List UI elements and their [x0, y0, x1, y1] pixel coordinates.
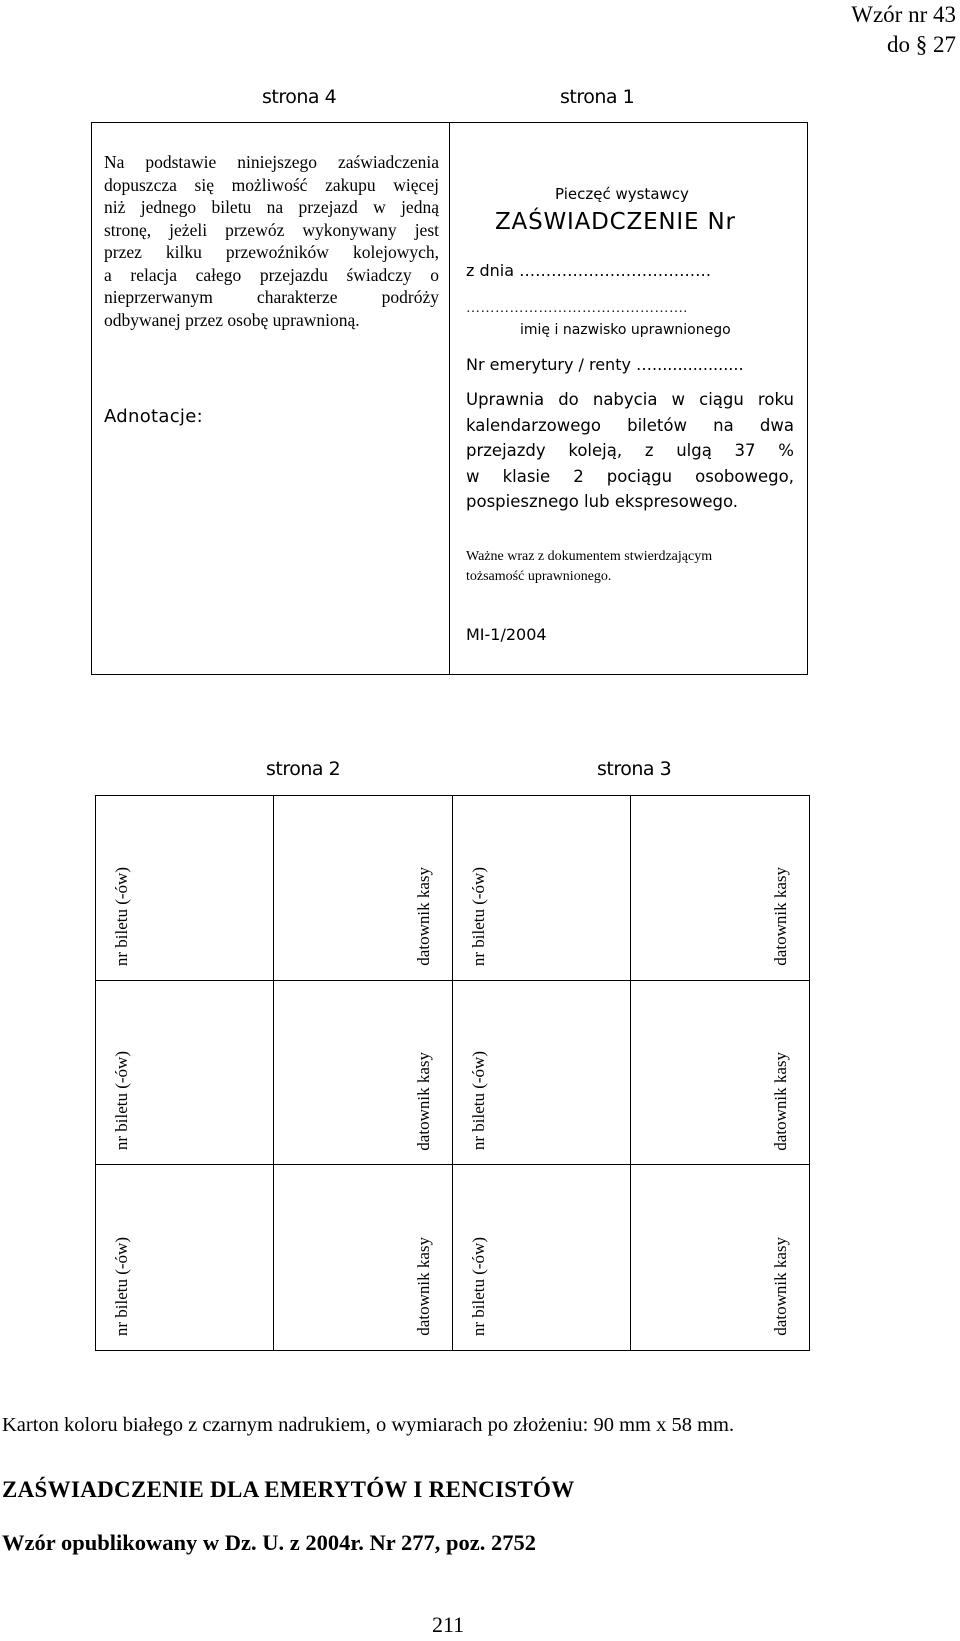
page4-paragraph-word: jednego [140, 197, 197, 217]
page4-paragraph-word: w [373, 197, 386, 217]
ticket-number-label: nr biletu (-ów) [468, 1236, 488, 1336]
page4-paragraph-word: kilku [165, 242, 202, 262]
entitlement-paragraph-word: ciągu [699, 390, 744, 409]
ticket-stamp-grid-card [95, 795, 810, 1351]
grid-cell [96, 981, 274, 1166]
page-label-strona-3: strona 3 [597, 758, 672, 780]
entitlement-paragraph-word: kalendarzowego [466, 415, 601, 435]
page4-paragraph-word: jest [414, 219, 439, 240]
page4-paragraph-word: dopuszcza [104, 174, 177, 195]
grid-cell [96, 796, 274, 981]
card-fold-divider [449, 123, 450, 674]
page-label-strona-2: strona 2 [266, 758, 341, 780]
grid-cell [453, 1165, 631, 1350]
name-field-dots: ………………………………………. [466, 301, 688, 316]
entitlement-paragraph-word: przejazdy [466, 441, 546, 460]
entitlement-paragraph-word: dwa [759, 415, 794, 435]
validity-note [466, 547, 796, 587]
cash-stamp-label: datownik kasy [771, 866, 790, 966]
page4-paragraph-line [104, 241, 439, 264]
page4-paragraph-word: całego [195, 264, 242, 285]
cash-stamp-label: datownik kasy [413, 1051, 433, 1151]
page-label-strona-1: strona 1 [560, 86, 635, 108]
page4-paragraph-word: odbywanej przez osobę uprawnioną. [104, 309, 360, 330]
page4-paragraph-word: jeżeli [169, 219, 208, 240]
issuer-stamp-label: Pieczęć wystawcy [555, 185, 689, 203]
entitlement-paragraph-word: 37 [734, 441, 756, 460]
page4-paragraph-word: wykonywany [302, 219, 397, 240]
entitlement-paragraph-word: Uprawnia [466, 390, 545, 409]
grid-cell [453, 981, 631, 1166]
page4-paragraph-word: się [194, 174, 214, 195]
page-number: 211 [432, 1612, 465, 1637]
entitlement-paragraph-word: biletów [627, 415, 687, 435]
cash-stamp-label: datownik kasy [771, 1051, 790, 1151]
publication-reference: Wzór opublikowany w Dz. U. z 2004r. Nr 277, poz. 2752 [2, 1530, 536, 1555]
page4-paragraph-word: stronę, [104, 219, 152, 240]
certificate-outer-card [91, 122, 808, 675]
grid-cell [631, 1165, 809, 1350]
page4-paragraph-word: na [266, 197, 284, 217]
page4-paragraph-word: podróży [381, 287, 439, 307]
entitlement-paragraph-word: roku [757, 390, 794, 409]
entitlement-paragraph-word: w [466, 466, 480, 486]
certificate-title: ZAŚWIADCZENIE Nr [495, 209, 736, 235]
page4-paragraph-word: więcej [393, 174, 439, 195]
entitlement-paragraph-line [466, 464, 794, 490]
entitlement-paragraph-word: w [671, 390, 686, 409]
entitlement-paragraph-line [466, 438, 794, 464]
page4-paragraph-word: przejazdu [259, 264, 328, 285]
page4-paragraph-word: niż [104, 197, 126, 217]
page4-paragraph-word: o [430, 264, 439, 285]
entitlement-paragraph-word: do [558, 390, 579, 409]
page4-paragraph-word: zakupu [325, 174, 376, 195]
entitlement-paragraph-line [466, 413, 794, 439]
name-field-caption: imię i nazwisko uprawnionego [520, 322, 731, 338]
entitlement-paragraph-word: pociągu [606, 466, 673, 486]
grid-cell [631, 981, 809, 1166]
validity-note-line2: tożsamość uprawnionego. [466, 569, 612, 584]
entitlement-paragraph-word: koleją, [568, 441, 623, 460]
grid-cell [96, 1165, 274, 1350]
ticket-number-label: nr biletu (-ów) [112, 1236, 131, 1336]
validity-note-line1: Ważne wraz z dokumentem stwierdzającym [466, 549, 713, 564]
entitlement-paragraph-word: z [644, 441, 654, 460]
page4-paragraph-word: a [104, 264, 112, 285]
grid-cell [631, 796, 809, 981]
page4-paragraph-word: przewoźników [225, 242, 329, 262]
page4-paragraph-word: nieprzerwanym [104, 287, 213, 307]
form-code: MI-1/2004 [466, 625, 547, 644]
page4-paragraph-word: charakterze [256, 287, 338, 307]
ticket-number-label: nr biletu (-ów) [112, 1051, 131, 1151]
entitlement-paragraph-line [466, 489, 794, 515]
page4-paragraph-line [104, 309, 439, 332]
page4-paragraph-word: Na [104, 152, 125, 172]
page4-paragraph-word: relacja [130, 264, 177, 285]
page-label-strona-4: strona 4 [262, 86, 337, 108]
date-field: z dnia ……………………………… [466, 261, 712, 280]
entitlement-paragraph-word: na [713, 415, 734, 435]
entitlement-paragraph-word: klasie [502, 466, 551, 486]
page4-paragraph-word: jedną [401, 197, 439, 217]
ticket-number-label: nr biletu (-ów) [468, 1051, 488, 1151]
form-paragraph-ref: do § 27 [887, 32, 956, 57]
page4-paragraph-word: przewóz [225, 219, 285, 240]
pension-number-field: Nr emerytury / renty ….................. [466, 355, 744, 374]
entitlement-paragraph-word: osobowego, [695, 466, 794, 486]
page4-paragraph-word: przejazd [298, 197, 358, 217]
page4-paragraph-line [104, 196, 439, 219]
page4-paragraph-word: kolejowych, [352, 242, 439, 262]
page4-paragraph-word: przez [104, 242, 142, 262]
annotations-label: Adnotacje: [104, 406, 203, 427]
grid-cell [453, 796, 631, 981]
ticket-stamp-grid [96, 796, 809, 1350]
entitlement-paragraph [466, 387, 794, 515]
card-description: Karton koloru białego z czarnym nadrukiem, o wymiarach po złożeniu: 90 mm x 58 mm. [2, 1414, 735, 1436]
form-number: Wzór nr 43 [851, 2, 956, 27]
page4-paragraph-line [104, 151, 439, 174]
entitlement-paragraph-word: nabycia [592, 390, 658, 409]
page4-paragraph-word: biletu [211, 197, 252, 217]
page4-paragraph-word: świadczy [346, 264, 412, 285]
page4-paragraph-line [104, 286, 439, 309]
ticket-number-label: nr biletu (-ów) [112, 866, 131, 966]
page4-paragraph-line [104, 174, 439, 197]
page4-paragraph-line [104, 264, 439, 287]
page4-paragraph-line [104, 219, 439, 242]
cash-stamp-label: datownik kasy [771, 1237, 790, 1336]
grid-cell [274, 1165, 452, 1350]
entitlement-paragraph-word: ulgą [676, 441, 712, 460]
page4-paragraph-word: możliwość [231, 174, 308, 195]
ticket-number-label: nr biletu (-ów) [468, 866, 488, 966]
entitlement-paragraph-word: % [778, 441, 794, 460]
page4-paragraph [104, 151, 439, 331]
grid-cell [274, 796, 452, 981]
grid-cell [274, 981, 452, 1166]
entitlement-paragraph-word: pospiesznego lub ekspresowego. [466, 492, 739, 511]
entitlement-paragraph-word: 2 [573, 466, 584, 486]
document-title: ZAŚWIADCZENIE DLA EMERYTÓW I RENCISTÓW [2, 1477, 575, 1502]
entitlement-paragraph-line [466, 387, 794, 413]
page4-paragraph-word: zaświadczenia [337, 152, 439, 172]
page4-paragraph-word: niniejszego [237, 152, 317, 172]
cash-stamp-label: datownik kasy [413, 1237, 433, 1336]
cash-stamp-label: datownik kasy [413, 866, 433, 966]
page4-paragraph-word: podstawie [145, 152, 217, 172]
